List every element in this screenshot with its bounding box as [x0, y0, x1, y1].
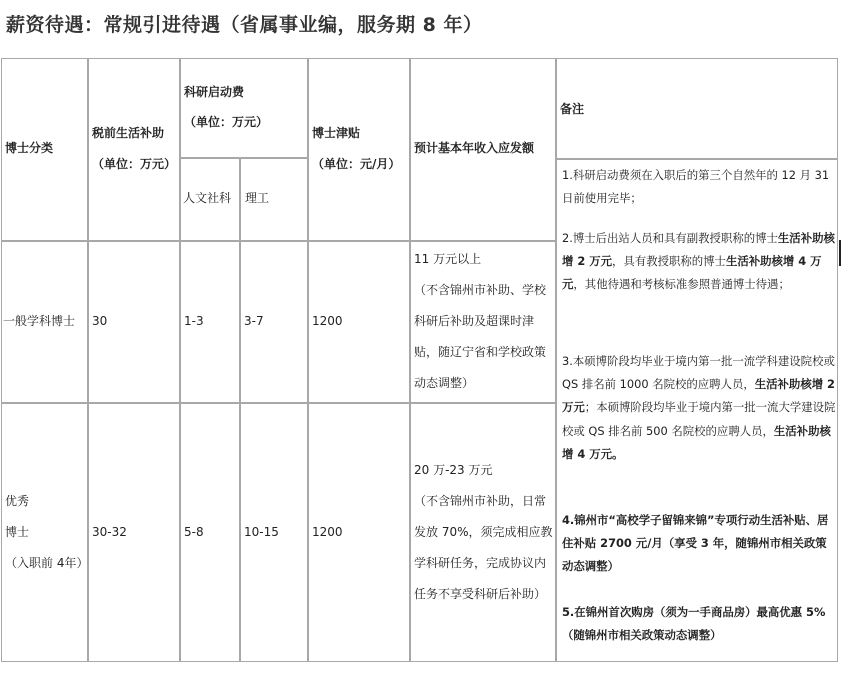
header-subsidy-title: 税前生活补助 [92, 126, 165, 140]
note-3-bold-a: 生活补助核增 2 万元 [562, 377, 835, 415]
row2-income-line-2: （不含锦州市补助，日常 [414, 494, 547, 508]
text-cursor-marker [839, 240, 841, 266]
note-2-bold-b: 生活补助核增 4 万元 [562, 254, 822, 292]
note-3-text-c: ；本硕博阶段均毕业于境内第一批一流大学建设院校或 QS 排名前 500 名院校的应聘人员， [562, 400, 836, 438]
row1-humanities: 1-3 [184, 314, 204, 328]
note-4 [562, 509, 836, 579]
row2-income-line-3: 发放 70%，须完成相应教 [414, 525, 553, 539]
note-2-bold-a: 生活补助核增 2 万元 [562, 231, 835, 269]
row2-income-line-5: 任务不享受科研后补助） [414, 587, 547, 601]
row2-allowance: 1200 [312, 525, 343, 539]
note-2-text-e: ，其他待遇和考核标准参照普通博士待遇； [573, 277, 790, 292]
header-notes: 备注 [560, 102, 585, 116]
header-subsidy-unit: （单位：万元） [92, 157, 177, 171]
note-3-text-a: 3.本硕博阶段均毕业于境内第一批一流学科建设院校或 QS 排名前 1000 名院校的应聘人员， [562, 354, 835, 392]
note-5-text: 5.在锦州首次购房（须为一手商品房）最高优惠 5%（随锦州市相关政策动态调整） [562, 605, 826, 643]
row1-income-line-2: （不含锦州市补助、学校 [414, 283, 547, 297]
header-humanities: 人文社科 [183, 191, 232, 205]
note-2-text-c: ，具有教授职称的博士 [612, 254, 726, 269]
row1-income-line-4: 贴，随辽宁省和学校政策 [414, 345, 547, 359]
row1-subsidy: 30 [92, 314, 108, 328]
row2-category-line-2: 博士 [5, 525, 30, 539]
note-3 [562, 350, 836, 466]
header-allowance-unit: （单位：元/月） [312, 157, 401, 171]
header-income: 预计基本年收入应发额 [414, 141, 535, 155]
row1-allowance: 1200 [312, 314, 343, 328]
note-2 [562, 227, 836, 297]
header-category: 博士分类 [5, 141, 54, 155]
note-4-text: 4.锦州市“高校学子留锦来锦”专项行动生活补贴、居住补贴 2700 元/月（享受 3 年，随锦州市相关政策动态调整） [562, 513, 829, 574]
header-research-unit: （单位：万元） [184, 115, 269, 129]
header-allowance-title: 博士津贴 [312, 126, 361, 140]
note-3-bold-b: 生活补助核增 4 万元。 [562, 423, 831, 461]
row1-science: 3-7 [244, 314, 264, 328]
row2-income-line-4: 学科研任务，完成协议内 [414, 556, 547, 570]
row2-category-line-1: 优秀 [5, 494, 30, 508]
row2-subsidy: 30-32 [92, 525, 127, 539]
row2-science: 10-15 [244, 525, 279, 539]
header-research-cell [180, 58, 308, 158]
header-science: 理工 [245, 191, 270, 205]
page-title: 薪资待遇：常规引进待遇（省属事业编，服务期 8 年） [6, 14, 483, 36]
header-subsidy-cell [88, 58, 180, 241]
row2-category-line-3: （入职前 4年） [5, 556, 89, 570]
row1-income-line-5: 动态调整） [414, 376, 475, 390]
row1-income-line-3: 科研后补助及超课时津 [414, 314, 535, 328]
row1-income-line-1: 11 万元以上 [414, 252, 482, 266]
row2-humanities: 5-8 [184, 525, 204, 539]
header-research-title: 科研启动费 [184, 85, 245, 99]
note-5 [562, 601, 836, 647]
row2-income-line-1: 20 万-23 万元 [414, 463, 493, 477]
header-notes-cell [556, 58, 838, 159]
header-allowance-cell [308, 58, 410, 241]
note-2-text-a: 2.博士后出站人员和具有副教授职称的博士 [562, 231, 778, 245]
row1-category: 一般学科博士 [3, 314, 76, 328]
note-1 [562, 164, 836, 210]
note-1-text: 1.科研启动费须在入职后的第三个自然年的 12 月 31 日前使用完毕； [562, 168, 830, 206]
